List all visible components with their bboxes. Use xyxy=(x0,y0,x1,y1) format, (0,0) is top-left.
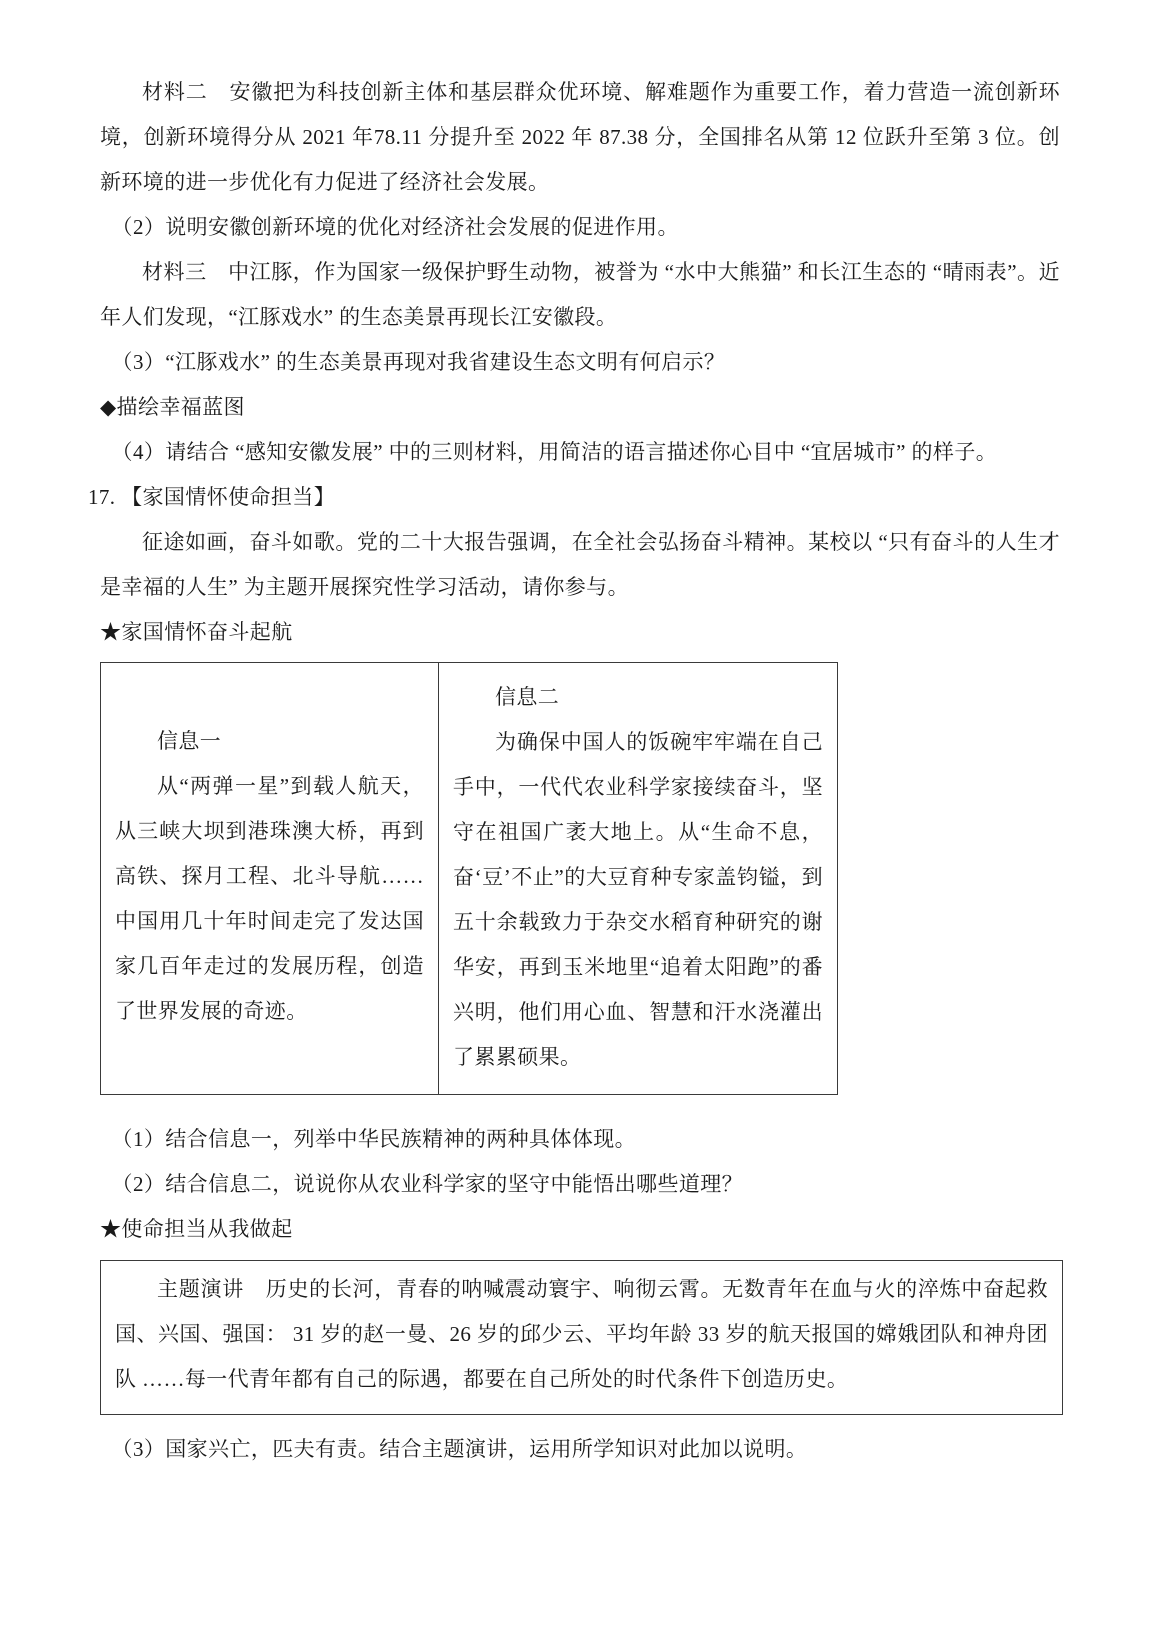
info-table-cell-1 xyxy=(101,663,439,1095)
star-heading-struggle: ★家国情怀奋斗起航 xyxy=(100,620,293,644)
sub-question-2: （2）结合信息二，说说你从农业科学家的坚守中能悟出哪些道理？ xyxy=(111,1172,744,1196)
speech-box-text: 主题演讲 历史的长河，青春的呐喊震动寰宇、响彻云霄。无数青年在血与火的淬炼中奋起救国、兴国、强国： 31 岁的赵一曼、26 岁的邱少云、平均年龄 33 岁的航天报国的嫦娥团队和神舟团队 ……每一代青年都有自己的际遇，都要在自己所处的时代条件下创造历史。 xyxy=(115,1277,1048,1391)
info-2-title: 信息二 xyxy=(495,685,560,709)
section-heading-blueprint: ◆描绘幸福蓝图 xyxy=(100,395,245,419)
question-17-title: 17. 【家国情怀使命担当】 xyxy=(88,485,336,509)
question-17-intro: 征途如画，奋斗如歌。党的二十大报告强调，在全社会弘扬奋斗精神。某校以 “只有奋斗的人生才是幸福的人生” 为主题开展探究性学习活动，请你参与。 xyxy=(100,530,1060,599)
info-2-body: 为确保中国人的饭碗牢牢端在自己手中，一代代农业科学家接续奋斗，坚守在祖国广袤大地上。从“生命不息，奋‘豆’不止”的大豆育种专家盖钧镒，到五十余载致力于杂交水稻育种研究的谢华安，再到玉米地里“追着太阳跑”的番兴明，他们用心血、智慧和汗水浇灌出了累累硕果。 xyxy=(453,730,823,1069)
question-4: （4）请结合 “感知安徽发展” 中的三则材料，用简洁的语言描述你心目中 “宜居城市” 的样子。 xyxy=(111,440,998,464)
sub-question-1: （1）结合信息一，列举中华民族精神的两种具体体现。 xyxy=(111,1127,637,1151)
speech-box xyxy=(100,1260,1063,1415)
question-2: （2）说明安徽创新环境的优化对经济社会发展的促进作用。 xyxy=(111,215,679,239)
info-table-row xyxy=(101,663,838,1095)
sub-question-3: （3）国家兴亡，匹夫有责。结合主题演讲，运用所学知识对此加以说明。 xyxy=(111,1437,808,1461)
info-table-cell-2 xyxy=(439,663,838,1095)
paragraph-material-2: 材料二 安徽把为科技创新主体和基层群众优环境、解难题作为重要工作，着力营造一流创新环境，创新环境得分从 2021 年78.11 分提升至 2022 年 87.38 分，全国排名从第 12 位跃升至第 3 位。创新环境的进一步优化有力促进了经济社会发展。 xyxy=(100,80,1060,194)
star-heading-mission: ★使命担当从我做起 xyxy=(100,1217,293,1241)
info-1-title: 信息一 xyxy=(157,729,222,753)
info-1-body: 从“两弹一星”到载人航天，从三峡大坝到港珠澳大桥，再到高铁、探月工程、北斗导航……中国用几十年时间走完了发达国家几百年走过的发展历程，创造了世界发展的奇迹。 xyxy=(115,774,424,1023)
info-table xyxy=(100,662,838,1095)
question-3: （3）“江豚戏水” 的生态美景再现对我省建设生态文明有何启示？ xyxy=(111,350,726,374)
paragraph-material-3: 材料三 中江豚，作为国家一级保护野生动物，被誉为 “水中大熊猫” 和长江生态的 “晴雨表”。近年人们发现，“江豚戏水” 的生态美景再现长江安徽段。 xyxy=(100,260,1060,329)
